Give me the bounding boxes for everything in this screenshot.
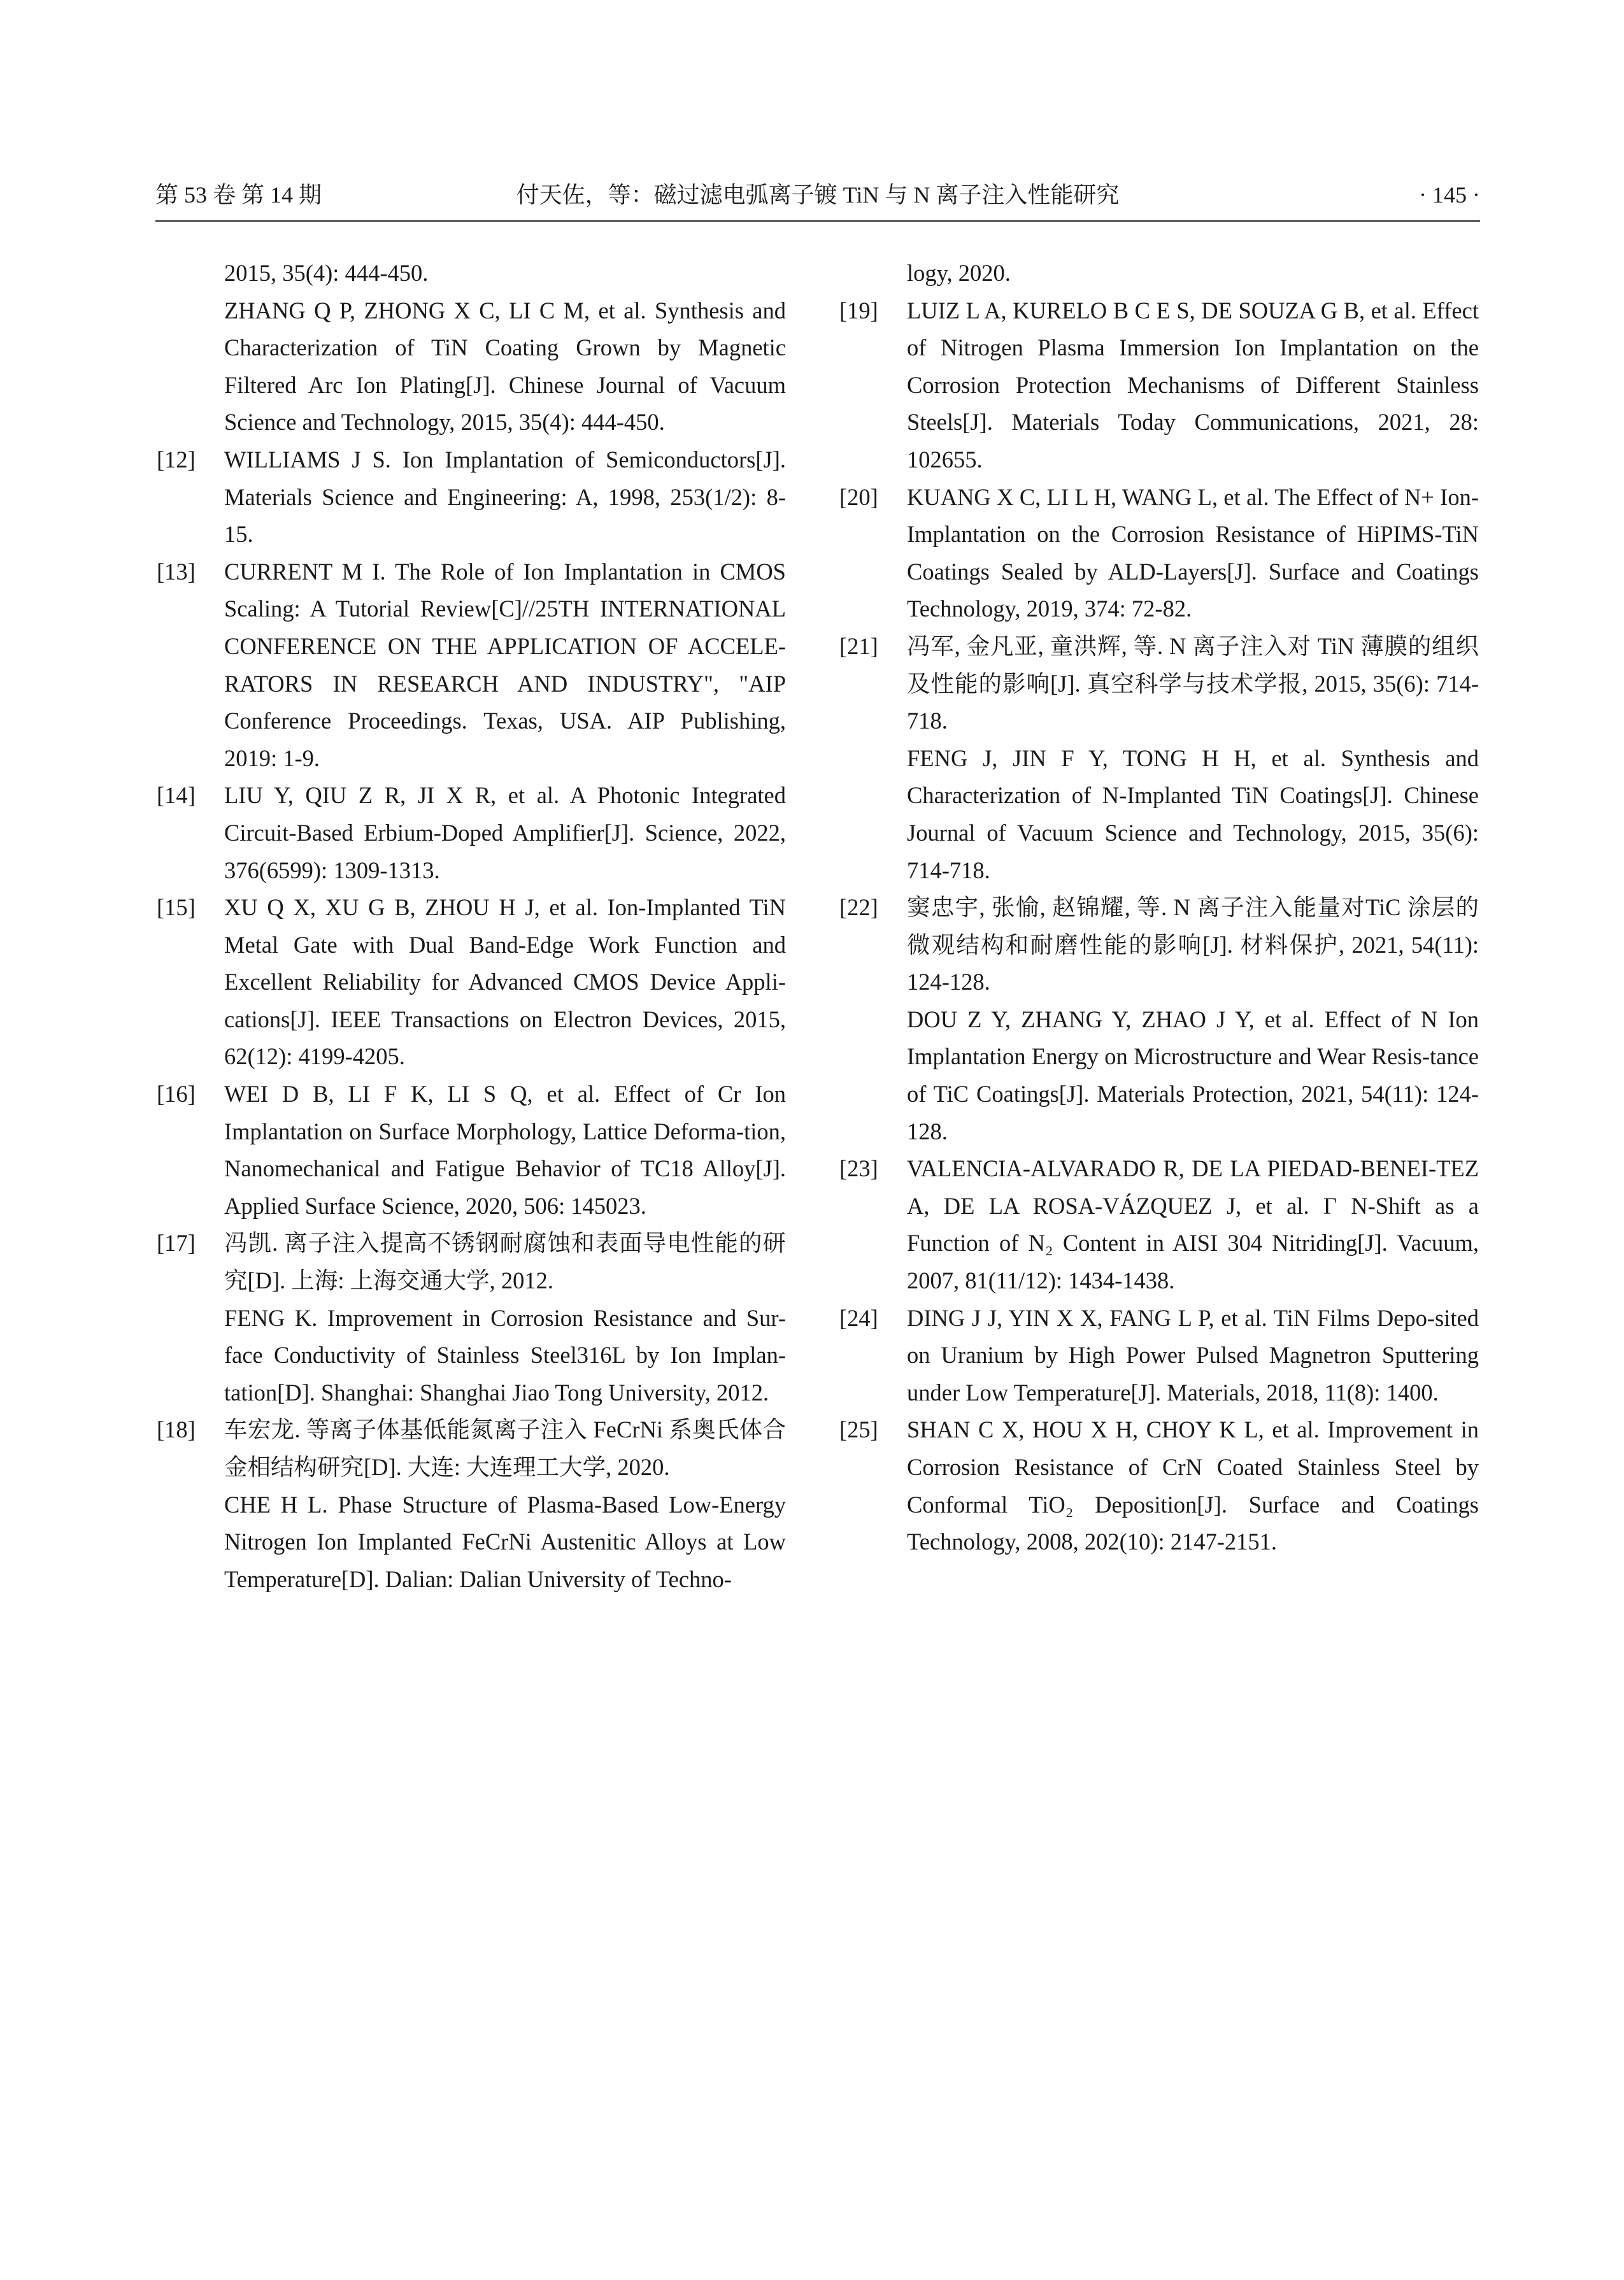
reference-text: WEI D B, LI F K, LI S Q, et al. Effect of Cr Ion Implantation on Surface Morphology, Lattice Deforma-tion, Nanomechanical and Fatigue Behavior of TC18 Alloy[J]. Applied Surface Science, 2020, 506: 145023. [224, 1081, 786, 1219]
reference-item [157, 777, 786, 889]
reference-item [157, 553, 786, 778]
reference-item [839, 889, 1479, 1150]
reference-text: DOU Z Y, ZHANG Y, ZHAO J Y, et al. Effect of N Ion Implantation Energy on Microstructure and Wear Resis-tance of TiC Coatings[J]. Materials Protection, 2021, 54(11): 124-128. [907, 1006, 1479, 1144]
reference-text: WILLIAMS J S. Ion Implantation of Semiconductors[J]. Materials Science and Engineering: A, 1998, 253(1/2): 8-15. [224, 446, 786, 548]
reference-text: 冯军, 金凡亚, 童洪辉, 等. N 离子注入对 TiN 薄膜的组织及性能的影响[J]. 真空科学与技术学报, 2015, 35(6): 714-718. [907, 632, 1479, 734]
reference-item [157, 441, 786, 553]
reference-text: XU Q X, XU G B, ZHOU H J, et al. Ion-Implanted TiN Metal Gate with Dual Band-Edge Work Function and Excellent Reliability for Advanced CMOS Device Appli-cations[J]. IEEE Transactions on Electron Devices, 2015, 62(12): 4199-4205. [224, 894, 786, 1070]
page-number: · 145 · [1419, 182, 1480, 208]
reference-item [839, 628, 1479, 889]
reference-number: [13] [157, 558, 196, 585]
header-rule [155, 220, 1480, 222]
reference-text: LUIZ L A, KURELO B C E S, DE SOUZA G B, et al. Effect of Nitrogen Plasma Immersion Ion Implantation on the Corrosion Protection Mechanisms of Different Stainless Steels[J]. Materials Today Communications, 2021, 28: 102655. [907, 297, 1479, 473]
left-column [157, 255, 786, 1598]
reference-item [157, 889, 786, 1076]
reference-item [157, 1076, 786, 1225]
reference-number: [18] [157, 1416, 196, 1443]
reference-text: FENG J, JIN F Y, TONG H H, et al. Synthesis and Characterization of N-Implanted TiN Coatings[J]. Chinese Journal of Vacuum Science and Technology, 2015, 35(6): 714-718. [907, 745, 1479, 883]
reference-number: [25] [839, 1416, 878, 1443]
reference-number: [23] [839, 1155, 878, 1182]
reference-text: VALENCIA-ALVARADO R, DE LA PIEDAD-BENEI-TEZ A, DE LA ROSA-VÁZQUEZ J, et al. Γ N-Shift as a Function of N₂ Content in AISI 304 Nitriding[J]. Vacuum, 2007, 81(11/12): 1434-1438. [907, 1155, 1479, 1294]
reference-number: [19] [839, 297, 878, 324]
running-header [155, 180, 1480, 223]
reference-item [839, 1411, 1479, 1560]
reference-text: FENG K. Improvement in Corrosion Resistance and Sur-face Conductivity of Stainless Steel316L by Ion Implan-tation[D]. Shanghai: Shanghai Jiao Tong University, 2012. [224, 1304, 786, 1406]
reference-text: CHE H L. Phase Structure of Plasma-Based Low-Energy Nitrogen Ion Implanted FeCrNi Austenitic Alloys at Low Temperature[D]. Dalian: Dalian University of Techno- [224, 1491, 786, 1592]
reference-continuation [839, 255, 1479, 292]
reference-number: [16] [157, 1081, 196, 1108]
reference-number: [20] [839, 483, 878, 510]
reference-number: [15] [157, 894, 196, 921]
reference-text: ZHANG Q P, ZHONG X C, LI C M, et al. Synthesis and Characterization of TiN Coating Grown by Magnetic Filtered Arc Ion Plating[J]. Chinese Journal of Vacuum Science and Technology, 2015, 35(4): 444-450. [224, 297, 786, 436]
reference-text: 冯凯. 离子注入提高不锈钢耐腐蚀和表面导电性能的研究[D]. 上海: 上海交通大学, 2012. [224, 1230, 786, 1294]
reference-number: [21] [839, 632, 878, 659]
reference-text: 窦忠宇, 张愉, 赵锦耀, 等. N 离子注入能量对TiC 涂层的微观结构和耐磨性能的影响[J]. 材料保护, 2021, 54(11): 124-128. [907, 894, 1479, 995]
reference-number: [24] [839, 1304, 878, 1331]
reference-item [157, 1411, 786, 1598]
reference-number: [17] [157, 1230, 196, 1257]
right-column [839, 255, 1479, 1561]
reference-number: [14] [157, 782, 196, 809]
running-title: 付天佐，等：磁过滤电弧离子镀 TiN 与 N 离子注入性能研究 [516, 182, 1120, 208]
reference-number: [12] [157, 446, 196, 473]
reference-text: logy, 2020. [907, 260, 1011, 286]
reference-text: KUANG X C, LI L H, WANG L, et al. The Effect of N+ Ion-Implantation on the Corrosion Resistance of HiPIMS-TiN Coatings Sealed by ALD-Layers[J]. Surface and Coatings Technology, 2019, 374: 72-82. [907, 483, 1479, 622]
reference-item [839, 1300, 1479, 1412]
reference-text: DING J J, YIN X X, FANG L P, et al. TiN Films Depo-sited on Uranium by High Power Pulsed Magnetron Sputtering under Low Temperature[J]. Materials, 2018, 11(8): 1400. [907, 1304, 1479, 1406]
volume-issue: 第 53 卷 第 14 期 [155, 182, 322, 208]
reference-number: [22] [839, 894, 878, 921]
reference-continuation [157, 255, 786, 441]
reference-text: SHAN C X, HOU X H, CHOY K L, et al. Improvement in Corrosion Resistance of CrN Coated Stainless Steel by Conformal TiO₂ Deposition[J]. Surface and Coatings Technology, 2008, 202(10): 2147-2151. [907, 1416, 1479, 1555]
reference-item [839, 292, 1479, 479]
reference-item [839, 1150, 1479, 1299]
reference-text: 车宏龙. 等离子体基低能氮离子注入 FeCrNi 系奥氏体合金相结构研究[D]. 大连: 大连理工大学, 2020. [224, 1416, 786, 1480]
reference-text: 2015, 35(4): 444-450. [224, 260, 429, 286]
reference-text: LIU Y, QIU Z R, JI X R, et al. A Photonic Integrated Circuit-Based Erbium-Doped Amplifier[J]. Science, 2022, 376(6599): 1309-1313. [224, 782, 786, 883]
reference-text: CURRENT M I. The Role of Ion Implantation in CMOS Scaling: A Tutorial Review[C]//25TH INTERNATIONAL CONFERENCE ON THE APPLICATION OF ACCELE-RATORS IN RESEARCH AND INDUSTRY", "AIP Conference Proceedings. Texas, USA. AIP Publishing, 2019: 1-9. [224, 558, 786, 771]
reference-item [839, 479, 1479, 628]
reference-item [157, 1225, 786, 1411]
